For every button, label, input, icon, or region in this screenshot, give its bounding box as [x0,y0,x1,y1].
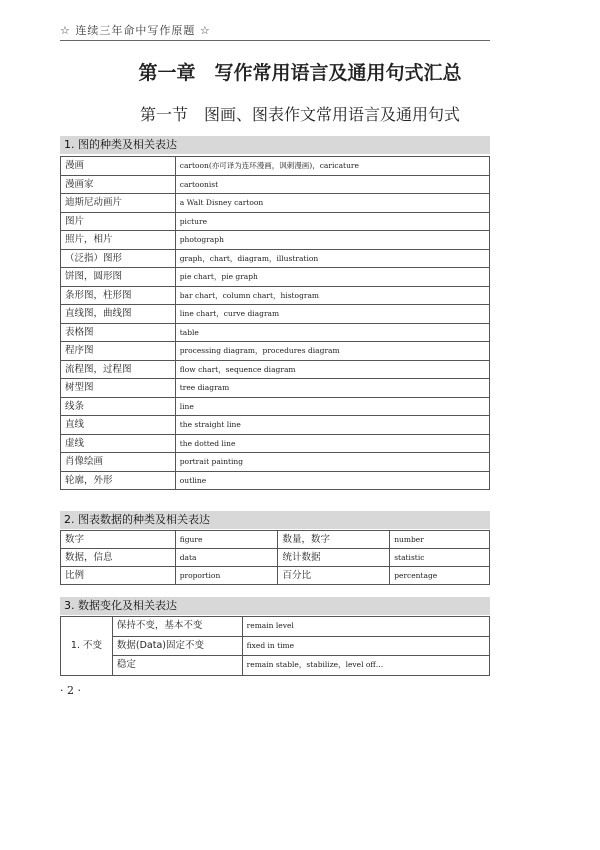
table-row: 饼图，圆形图 pie chart，pie graph [61,268,490,287]
table-row: 迪斯尼动画片 a Walt Disney cartoon [61,194,490,213]
table-row: 表格图 table [61,323,490,342]
chapter-title: 第一章 写作常用语言及通用句式汇总 [138,62,462,84]
table-row: 直线图，曲线图 line chart，curve diagram [61,305,490,324]
table-row: 肖像绘画 portrait painting [61,453,490,472]
section-3-table [60,616,490,676]
table-row: 流程图，过程图 flow chart，sequence diagram [61,360,490,379]
table-row: 漫画家 cartoonist [61,175,490,194]
section-2-heading: 2. 图表数据的种类及相关表达 [60,511,490,529]
table-row: 树型图 tree diagram [61,379,490,398]
section-1-heading: 1. 图的种类及相关表达 [60,136,490,154]
table-row: 数字 figure 数量，数字 number [61,531,490,549]
header-rule [60,40,490,41]
table-row: （泛指）图形 graph，chart，diagram，illustration [61,249,490,268]
table-row: 条形图，柱形图 bar chart，column chart，histogram [61,286,490,305]
table-row: 比例 proportion 百分比 percentage [61,567,490,585]
table-row: 数据(Data)固定不变 fixed in time [61,636,490,656]
table-row: 图片 picture [61,212,490,231]
section-1-table [60,156,490,490]
section-title: 第一节 图画、图表作文常用语言及通用句式 [139,105,460,124]
table-row: 直线 the straight line [61,416,490,435]
running-header: ☆ 连续三年命中写作原题 ☆ [60,24,211,37]
table-row: 轮廓，外形 outline [61,471,490,490]
section-2-table [60,530,490,585]
page-number: · 2 · [60,684,81,697]
table-row: 1. 不变 保持不变，基本不变 remain level [61,617,490,637]
group-label: 1. 不变 [61,617,113,676]
table-row: 漫画 cartoon(亦可译为连环漫画，讽刺漫画)，caricature [61,157,490,176]
section-3-heading: 3. 数据变化及相关表达 [60,597,490,615]
table-row: 照片，相片 photograph [61,231,490,250]
table-row: 程序图 processing diagram，procedures diagram [61,342,490,361]
table-row: 虚线 the dotted line [61,434,490,453]
table-row: 线条 line [61,397,490,416]
table-row: 数据，信息 data 统计数据 statistic [61,549,490,567]
table-row: 稳定 remain stable，stabilize，level off… [61,656,490,676]
